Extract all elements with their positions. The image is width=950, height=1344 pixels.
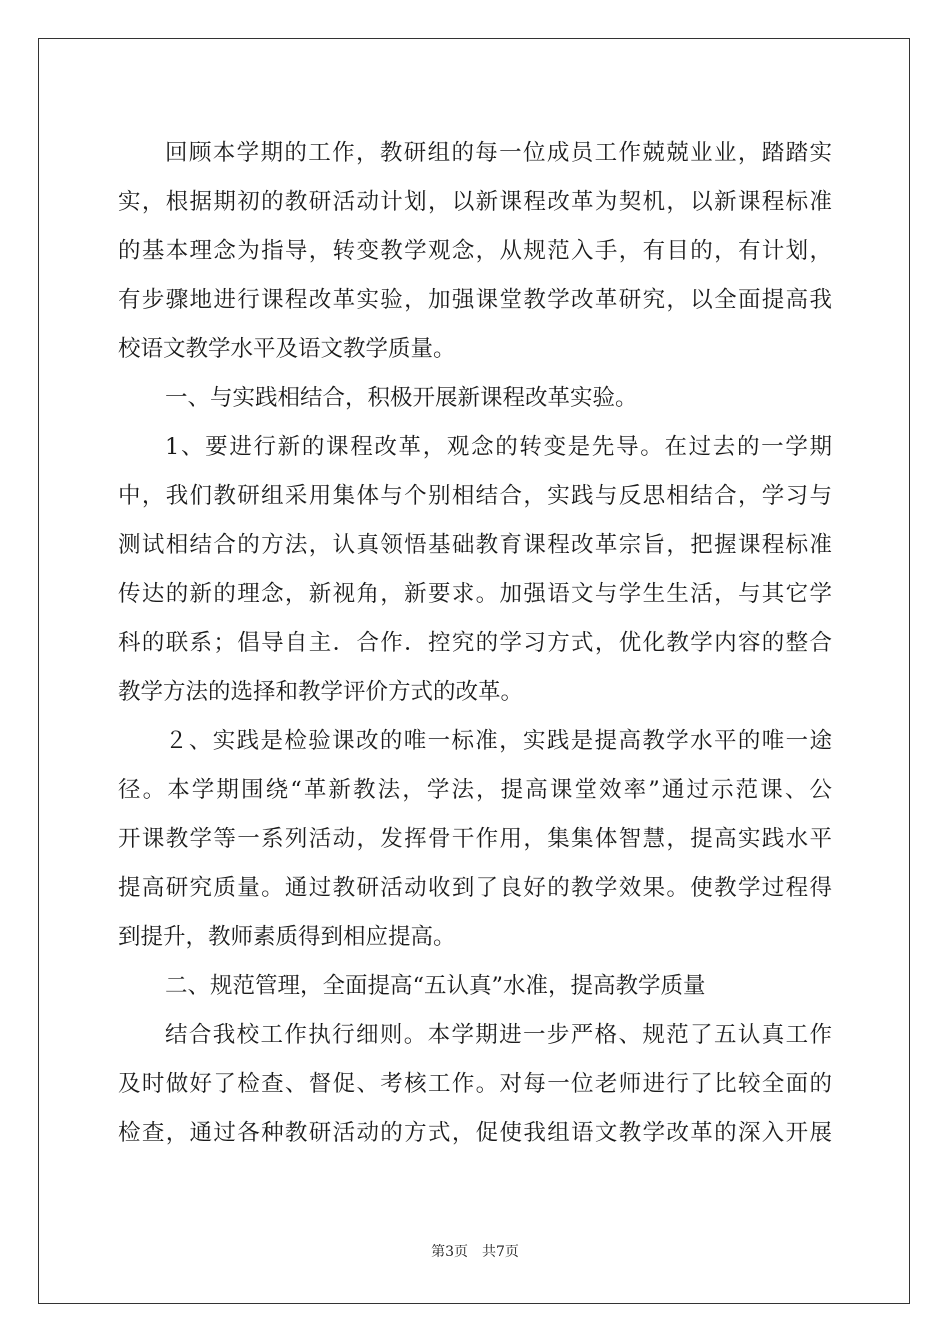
- page-footer: [0, 1241, 950, 1261]
- text-line: 传达的新的理念，新视角，新要求。加强语文与学生生活，与其它学: [118, 581, 832, 607]
- text-line: 到提升，教师素质得到相应提高。: [118, 924, 456, 950]
- section-heading-one: [118, 374, 832, 423]
- section-heading: 二、规范管理，全面提高“五认真”水准，提高教学质量: [165, 973, 706, 999]
- text-line: 教学方法的选择和教学评价方式的改革。: [118, 679, 524, 705]
- page-number: 第3页: [431, 1244, 468, 1260]
- text-line: 检查，通过各种教研活动的方式，促使我组语文教学改革的深入开展: [118, 1120, 832, 1146]
- text-line: 径。本学期围绕“革新教法，学法，提高课堂效率”通过示范课、公: [118, 777, 832, 803]
- text-line: 及时做好了检查、督促、考核工作。对每一位老师进行了比较全面的: [118, 1071, 832, 1097]
- text-line: 1、要进行新的课程改革，观念的转变是先导。在过去的一学期: [165, 434, 832, 460]
- text-line: 提高研究质量。通过教研活动收到了良好的教学效果。使教学过程得: [118, 875, 832, 901]
- text-line: 的基本理念为指导，转变教学观念，从规范入手，有目的，有计划，: [118, 238, 832, 264]
- section-heading-two: [118, 962, 832, 1011]
- text-line: 回顾本学期的工作，教研组的每一位成员工作兢兢业业，踏踏实: [165, 140, 832, 166]
- text-line: 结合我校工作执行细则。本学期进一步严格、规范了五认真工作: [165, 1022, 832, 1048]
- text-line: ２、实践是检验课改的唯一标准，实践是提高教学水平的唯一途: [165, 728, 832, 754]
- text-line: 有步骤地进行课程改革实验，加强课堂教学改革研究，以全面提高我: [118, 287, 832, 313]
- text-line: 测试相结合的方法，认真领悟基础教育课程改革宗旨，把握课程标准: [118, 532, 832, 558]
- para-combine: [118, 1011, 832, 1158]
- para-review: [118, 129, 832, 374]
- text-line: 科的联系；倡导自主．合作．控究的学习方式，优化教学内容的整合: [118, 630, 832, 656]
- text-line: 中，我们教研组采用集体与个别相结合，实践与反思相结合，学习与: [118, 483, 832, 509]
- section-heading: 一、与实践相结合，积极开展新课程改革实验。: [165, 385, 638, 411]
- document-body: [118, 129, 832, 1158]
- text-line: 校语文教学水平及语文教学质量。: [118, 336, 456, 362]
- page-total: 共7页: [482, 1244, 519, 1260]
- text-line: 开课教学等一系列活动，发挥骨干作用，集集体智慧，提高实践水平: [118, 826, 832, 852]
- para-item-2: [118, 717, 832, 962]
- text-line: 实，根据期初的教研活动计划，以新课程改革为契机，以新课程标准: [118, 189, 832, 215]
- para-item-1: [118, 423, 832, 717]
